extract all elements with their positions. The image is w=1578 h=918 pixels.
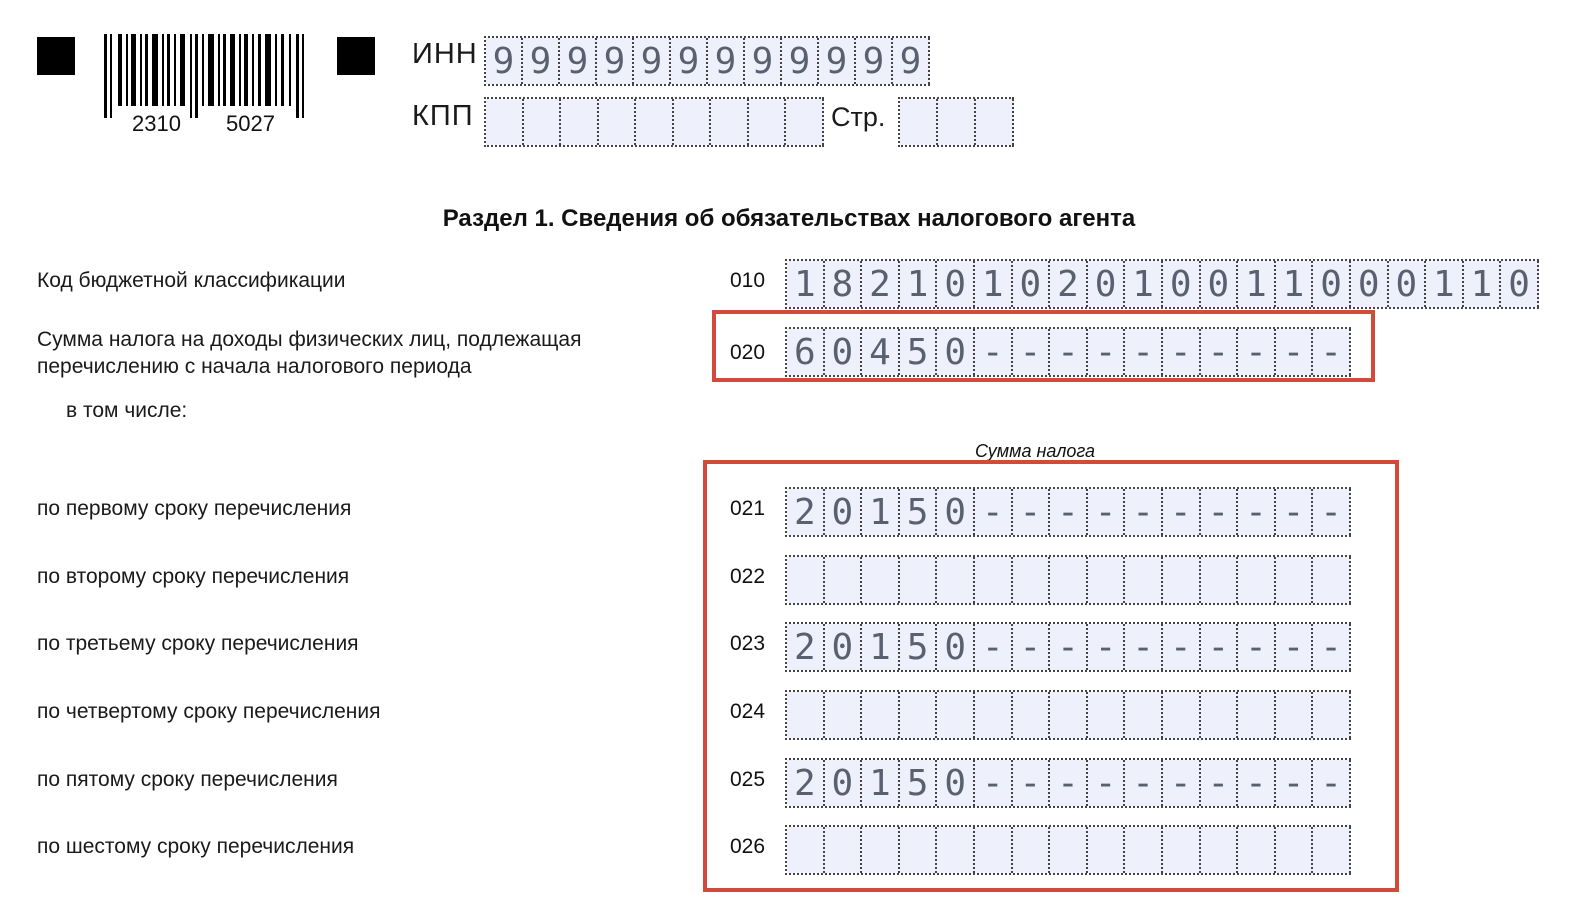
char-cell: -: [975, 489, 1013, 535]
char-cell: 0: [937, 329, 975, 375]
char-cell: -: [1050, 624, 1088, 670]
char-cell: 9: [523, 38, 560, 84]
char-cell: -: [1163, 329, 1201, 375]
char-cell: -: [1201, 329, 1239, 375]
char-cell: -: [1125, 329, 1163, 375]
char-cell: -: [1276, 624, 1314, 670]
char-cell: 0: [1313, 261, 1351, 307]
kpp-field[interactable]: [484, 97, 824, 147]
char-cell: 0: [825, 624, 863, 670]
total-tax-highlight: [712, 310, 1375, 382]
installment-3-label: по третьему сроку перечисления: [37, 632, 359, 655]
char-cell: 9: [893, 38, 930, 84]
char-cell: 1: [1426, 261, 1464, 307]
char-cell: 9: [782, 38, 819, 84]
char-cell: 1: [1464, 261, 1502, 307]
installment-1-label: по первому сроку перечисления: [37, 497, 352, 520]
char-cell: -: [1163, 489, 1201, 535]
char-cell: 9: [856, 38, 893, 84]
char-cell: 0: [937, 261, 975, 307]
char-cell: [938, 99, 976, 145]
installment-3-code: 023: [730, 632, 766, 655]
char-cell: 0: [937, 624, 975, 670]
char-cell: 0: [1013, 261, 1051, 307]
char-cell: -: [1050, 489, 1088, 535]
alignment-marker-right: [337, 37, 375, 75]
char-cell: -: [1088, 760, 1126, 806]
char-cell: 9: [634, 38, 671, 84]
char-cell: 9: [597, 38, 634, 84]
char-cell: [636, 99, 674, 145]
char-cell: -: [1238, 760, 1276, 806]
char-cell: 0: [937, 489, 975, 535]
char-cell: -: [1013, 760, 1051, 806]
char-cell: 0: [1201, 261, 1239, 307]
char-cell: -: [975, 760, 1013, 806]
char-cell: [900, 99, 938, 145]
char-cell: 6: [787, 329, 825, 375]
char-cell: 1: [862, 624, 900, 670]
char-cell: 9: [819, 38, 856, 84]
char-cell: 1: [1238, 261, 1276, 307]
char-cell: [786, 99, 824, 145]
char-cell: -: [1276, 489, 1314, 535]
installment-5-code: 025: [730, 768, 766, 791]
char-cell: 0: [1389, 261, 1427, 307]
char-cell: -: [1125, 624, 1163, 670]
char-cell: [524, 99, 562, 145]
char-cell: -: [1013, 624, 1051, 670]
char-cell: 0: [825, 489, 863, 535]
total-tax-label-line1: Сумма налога на доходы физических лиц, подлежащая: [37, 328, 582, 351]
char-cell: -: [1088, 329, 1126, 375]
barcode: [104, 34, 306, 118]
page-label: Стр.: [831, 102, 886, 132]
char-cell: [674, 99, 712, 145]
char-cell: 9: [745, 38, 782, 84]
section-title: Раздел 1. Сведения об обязательствах налогового агента: [442, 205, 1136, 232]
char-cell: -: [1163, 760, 1201, 806]
char-cell: 1: [1276, 261, 1314, 307]
char-cell: 2: [1050, 261, 1088, 307]
including-label: в том числе:: [66, 399, 188, 422]
char-cell: -: [1050, 760, 1088, 806]
char-cell: -: [1088, 624, 1126, 670]
char-cell: -: [1125, 760, 1163, 806]
char-cell: 2: [787, 624, 825, 670]
char-cell: 5: [900, 489, 938, 535]
installments-highlight: [703, 460, 1399, 892]
char-cell: -: [975, 329, 1013, 375]
char-cell: 2: [787, 489, 825, 535]
char-cell: -: [1163, 624, 1201, 670]
char-cell: 5: [900, 760, 938, 806]
char-cell: 5: [900, 624, 938, 670]
char-cell: -: [1013, 329, 1051, 375]
char-cell: -: [1201, 760, 1239, 806]
char-cell: 2: [862, 261, 900, 307]
total-tax-label-line2: перечислению с начала налогового периода: [37, 355, 472, 378]
installment-1-code: 021: [730, 497, 766, 520]
char-cell: 0: [1351, 261, 1389, 307]
char-cell: 9: [560, 38, 597, 84]
char-cell: -: [1276, 329, 1314, 375]
installment-4-label: по четвертому сроку перечисления: [37, 700, 381, 723]
char-cell: 1: [1125, 261, 1163, 307]
char-cell: -: [1276, 760, 1314, 806]
kpp-label: КПП: [412, 100, 474, 132]
char-cell: -: [1313, 329, 1351, 375]
barcode-number-right: 5027: [226, 111, 275, 136]
char-cell: 1: [862, 489, 900, 535]
char-cell: -: [1313, 760, 1351, 806]
char-cell: 1: [900, 261, 938, 307]
char-cell: 0: [825, 329, 863, 375]
char-cell: -: [1050, 329, 1088, 375]
char-cell: 2: [787, 760, 825, 806]
char-cell: 8: [825, 261, 863, 307]
char-cell: -: [1238, 329, 1276, 375]
char-cell: [976, 99, 1014, 145]
installment-4-code: 024: [730, 700, 766, 723]
char-cell: [711, 99, 749, 145]
char-cell: -: [1088, 489, 1126, 535]
total-tax-code: 020: [730, 341, 766, 364]
char-cell: [749, 99, 787, 145]
inn-field[interactable]: [484, 36, 930, 86]
inn-label: ИНН: [412, 38, 478, 70]
char-cell: 9: [708, 38, 745, 84]
char-cell: 5: [900, 329, 938, 375]
char-cell: -: [1238, 489, 1276, 535]
char-cell: [599, 99, 637, 145]
installment-2-label: по второму сроку перечисления: [37, 565, 350, 588]
char-cell: 0: [937, 760, 975, 806]
installment-2-code: 022: [730, 565, 766, 588]
kbk-label: Код бюджетной классификации: [37, 269, 346, 292]
page-number-field[interactable]: [898, 97, 1014, 147]
char-cell: -: [1125, 489, 1163, 535]
char-cell: -: [1313, 624, 1351, 670]
char-cell: -: [1013, 489, 1051, 535]
char-cell: -: [1201, 624, 1239, 670]
installment-6-code: 026: [730, 835, 766, 858]
char-cell: 9: [671, 38, 708, 84]
char-cell: -: [1313, 489, 1351, 535]
char-cell: [561, 99, 599, 145]
char-cell: 1: [862, 760, 900, 806]
char-cell: 1: [787, 261, 825, 307]
char-cell: 4: [862, 329, 900, 375]
char-cell: -: [975, 624, 1013, 670]
char-cell: [486, 99, 524, 145]
tax-sum-header: Сумма налога: [975, 441, 1096, 461]
char-cell: 9: [486, 38, 523, 84]
char-cell: 0: [825, 760, 863, 806]
char-cell: -: [1201, 489, 1239, 535]
char-cell: 0: [1501, 261, 1539, 307]
char-cell: 1: [975, 261, 1013, 307]
char-cell: 0: [1088, 261, 1126, 307]
alignment-marker-left: [37, 37, 75, 75]
kbk-code: 010: [730, 269, 766, 292]
kbk-field[interactable]: [785, 259, 1539, 309]
installment-5-label: по пятому сроку перечисления: [37, 768, 338, 791]
char-cell: 0: [1163, 261, 1201, 307]
installment-6-label: по шестому сроку перечисления: [37, 835, 355, 858]
char-cell: -: [1238, 624, 1276, 670]
barcode-number-left: 2310: [132, 111, 181, 136]
